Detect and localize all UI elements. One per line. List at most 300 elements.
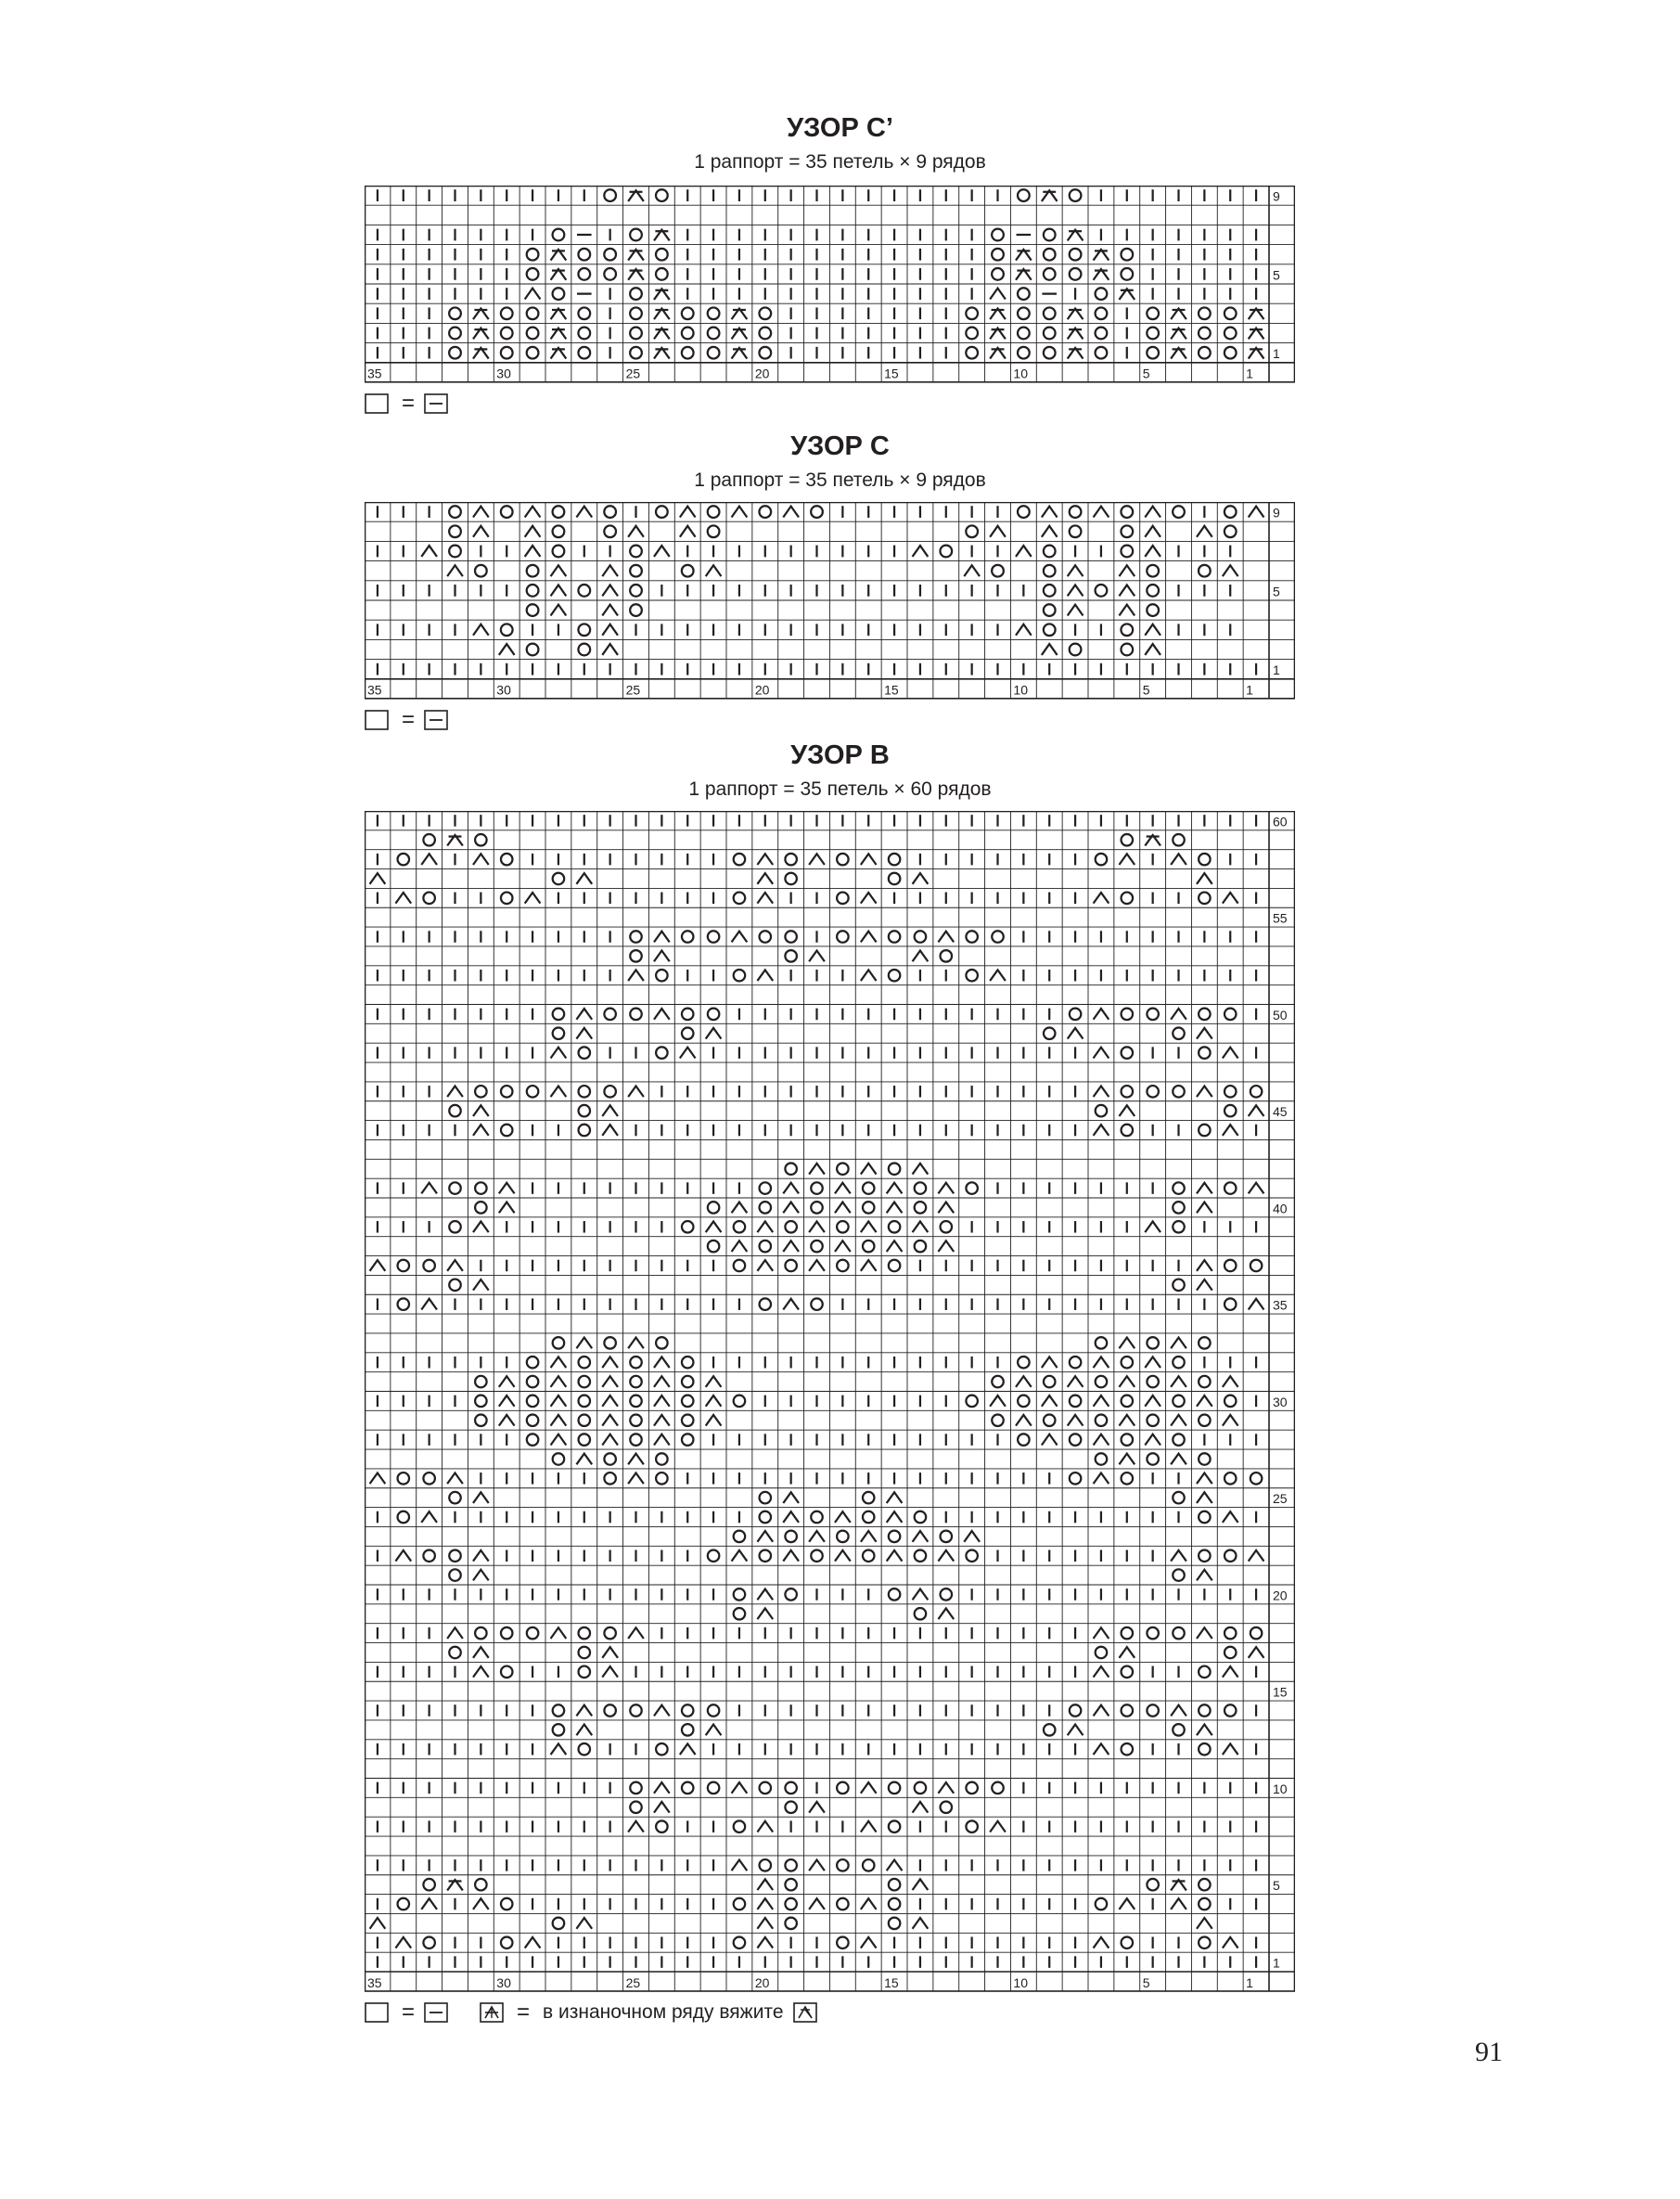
k2tog-icon: [602, 1105, 618, 1116]
yarn-over-icon: [682, 1357, 694, 1369]
legend-pattern-c-prime: [365, 392, 455, 415]
k2tog-icon: [706, 1395, 722, 1407]
k2tog-icon: [1145, 507, 1161, 518]
k2tog-icon: [602, 1647, 618, 1658]
k2tog-icon: [1042, 1357, 1058, 1368]
yarn-over-icon: [734, 1820, 746, 1832]
yarn-over-icon: [863, 1202, 875, 1214]
yarn-over-icon: [630, 1802, 642, 1814]
k2tog-icon: [757, 1821, 773, 1832]
yarn-over-icon: [527, 1376, 539, 1388]
k2tog-icon: [473, 1105, 489, 1116]
yarn-over-icon: [889, 1531, 901, 1543]
yarn-over-icon: [1044, 229, 1056, 241]
yarn-over-icon: [1199, 1511, 1211, 1524]
yarn-over-icon: [501, 1125, 513, 1137]
row-number-label: 15: [1273, 1684, 1288, 1700]
k2tog-icon: [938, 1608, 954, 1619]
k2tog-icon: [628, 1338, 644, 1349]
decrease-icon: [473, 348, 489, 359]
yarn-over-icon: [785, 1879, 797, 1891]
k2tog-icon: [1094, 1627, 1109, 1639]
k2tog-icon: [1197, 1028, 1212, 1039]
k2tog-icon: [654, 1009, 670, 1020]
row-number-label: 1: [1273, 1955, 1280, 1971]
k2tog-icon: [990, 1821, 1006, 1832]
k2tog-icon: [1197, 873, 1212, 884]
row-number-label: 1: [1272, 662, 1280, 678]
yarn-over-icon: [475, 565, 487, 577]
k2tog-icon: [1068, 1415, 1084, 1426]
yarn-over-icon: [992, 931, 1004, 943]
k2tog-icon: [1119, 1647, 1135, 1658]
yarn-over-icon: [1199, 1337, 1211, 1349]
k2tog-icon: [913, 951, 929, 962]
yarn-over-icon: [1122, 1627, 1134, 1640]
yarn-over-icon: [553, 288, 565, 300]
yarn-over-icon: [604, 506, 616, 518]
column-number-label: 30: [496, 682, 511, 698]
k2tog-icon: [913, 1879, 929, 1890]
k2tog-icon: [1068, 565, 1084, 576]
k2tog-icon: [938, 1183, 954, 1194]
yarn-over-icon: [837, 931, 849, 943]
k2tog-icon: [861, 1260, 877, 1271]
yarn-over-icon: [708, 1782, 720, 1794]
k2tog-icon: [1042, 1395, 1058, 1407]
legend-equals: =: [402, 391, 416, 416]
decrease-icon: [1171, 328, 1186, 340]
k2tog-icon: [525, 289, 541, 300]
column-number-label: 15: [884, 1974, 899, 1990]
k2tog-icon: [551, 1627, 567, 1639]
yarn-over-icon: [1044, 1724, 1056, 1736]
k2tog-icon: [370, 873, 386, 884]
k2tog-icon: [887, 1241, 903, 1252]
yarn-over-icon: [630, 1704, 642, 1717]
yarn-over-icon: [1199, 1936, 1211, 1948]
purl-symbol-icon: [424, 710, 448, 730]
empty-cell-icon: [365, 393, 389, 414]
k2tog-icon: [628, 1086, 644, 1097]
yarn-over-icon: [941, 950, 953, 962]
yarn-over-icon: [941, 1531, 953, 1543]
k2tog-icon: [887, 1202, 903, 1214]
yarn-over-icon: [837, 1260, 849, 1272]
yarn-over-icon: [863, 1241, 875, 1253]
yarn-over-icon: [579, 1415, 591, 1427]
column-number-label: 35: [367, 1974, 382, 1990]
yarn-over-icon: [1225, 347, 1237, 359]
yarn-over-icon: [398, 1298, 410, 1310]
yarn-over-icon: [837, 1221, 849, 1233]
yarn-over-icon: [889, 873, 901, 885]
k2tog-icon: [473, 1898, 489, 1910]
yarn-over-icon: [553, 873, 565, 885]
k2tog-icon: [1119, 565, 1135, 576]
yarn-over-icon: [682, 1415, 694, 1427]
yarn-over-icon: [527, 585, 539, 597]
k2tog-icon: [757, 1260, 773, 1271]
yarn-over-icon: [1070, 1472, 1082, 1485]
yarn-over-icon: [1122, 1743, 1134, 1755]
column-number-label: 1: [1246, 366, 1253, 381]
decrease-icon: [551, 269, 567, 280]
decrease-icon: [473, 328, 489, 340]
row-number-label: 35: [1273, 1297, 1288, 1313]
yarn-over-icon: [1147, 565, 1159, 577]
k2tog-icon: [1119, 1454, 1135, 1465]
yarn-over-icon: [1122, 1666, 1134, 1678]
k2tog-icon: [602, 624, 618, 636]
yarn-over-icon: [708, 347, 720, 359]
k2tog-icon: [1171, 1376, 1186, 1387]
row-number-label: 5: [1272, 267, 1280, 283]
yarn-over-icon: [501, 1627, 513, 1640]
k2tog-icon: [1094, 1705, 1109, 1717]
yarn-over-icon: [1147, 307, 1159, 319]
yarn-over-icon: [1199, 1704, 1211, 1717]
yarn-over-icon: [475, 1627, 487, 1640]
k2tog-icon: [1197, 1472, 1212, 1484]
k2tog-icon: [1094, 507, 1109, 518]
k2tog-icon: [1223, 1415, 1238, 1426]
yarn-over-icon: [1250, 1627, 1263, 1640]
yarn-over-icon: [1096, 585, 1108, 597]
k2tog-icon: [861, 893, 877, 904]
yarn-over-icon: [501, 328, 513, 340]
k2tog-icon: [1119, 1105, 1135, 1116]
yarn-over-icon: [863, 1859, 875, 1871]
column-number-label: 30: [496, 1974, 511, 1990]
yarn-over-icon: [1044, 565, 1056, 577]
row-number-label: 1: [1272, 346, 1280, 362]
yarn-over-icon: [785, 931, 797, 943]
k2tog-icon: [964, 565, 980, 576]
k2tog-icon: [757, 1608, 773, 1619]
decrease-icon: [551, 328, 567, 340]
k2tog-icon: [861, 932, 877, 943]
k2tog-icon: [783, 1299, 799, 1310]
yarn-over-icon: [734, 893, 746, 905]
yarn-over-icon: [915, 931, 927, 943]
k2tog-icon: [602, 605, 618, 616]
yarn-over-icon: [578, 328, 590, 340]
k2tog-icon: [525, 526, 541, 537]
yarn-over-icon: [992, 1376, 1004, 1388]
yarn-over-icon: [1070, 1704, 1082, 1717]
yarn-over-icon: [1070, 644, 1082, 656]
k2tog-icon: [421, 1511, 437, 1523]
yarn-over-icon: [501, 1086, 513, 1098]
yarn-over-icon: [1173, 506, 1185, 518]
k2tog-icon: [395, 1550, 411, 1562]
yarn-over-icon: [966, 1395, 978, 1408]
yarn-over-icon: [1147, 1376, 1159, 1388]
decrease-icon: [473, 308, 489, 319]
decrease-icon: [1068, 308, 1084, 319]
column-number-label: 35: [367, 682, 382, 698]
yarn-over-icon: [1225, 1260, 1237, 1272]
k2tog-icon: [990, 970, 1006, 981]
k2tog-icon: [525, 1937, 541, 1948]
yarn-over-icon: [759, 506, 771, 518]
yarn-over-icon: [1173, 1492, 1185, 1504]
decrease-icon: [732, 308, 748, 319]
yarn-over-icon: [863, 1182, 875, 1194]
yarn-over-icon: [578, 347, 590, 359]
decrease-icon: [1068, 328, 1084, 340]
yarn-over-icon: [1018, 328, 1030, 340]
k2tog-icon: [551, 1086, 567, 1097]
k2tog-icon: [551, 1395, 567, 1407]
yarn-over-icon: [708, 1704, 720, 1717]
k2tog-icon: [654, 951, 670, 962]
k2tog-icon: [809, 1859, 825, 1871]
yarn-over-icon: [785, 1802, 797, 1814]
yarn-over-icon: [1122, 1086, 1134, 1098]
yarn-over-icon: [1199, 1376, 1211, 1388]
yarn-over-icon: [449, 1647, 461, 1659]
yarn-over-icon: [708, 328, 720, 340]
yarn-over-icon: [630, 931, 642, 943]
yarn-over-icon: [1199, 1550, 1211, 1562]
k2tog-icon: [861, 1531, 877, 1542]
yarn-over-icon: [941, 1221, 953, 1233]
k2tog-icon: [1119, 605, 1135, 616]
k2tog-icon: [887, 1492, 903, 1503]
yarn-over-icon: [1122, 1395, 1134, 1408]
decrease-icon: [990, 348, 1006, 359]
k2tog-icon: [1197, 1260, 1212, 1271]
k2tog-icon: [809, 1802, 825, 1813]
yarn-over-icon: [759, 307, 771, 319]
k2tog-icon: [1042, 1434, 1058, 1446]
k2tog-icon: [1197, 1627, 1212, 1639]
k2tog-icon: [654, 1415, 670, 1426]
k2tog-icon: [1016, 624, 1032, 636]
k2tog-icon: [1042, 526, 1058, 537]
yarn-over-icon: [1225, 506, 1237, 518]
k2tog-icon: [732, 507, 748, 518]
yarn-over-icon: [1044, 1376, 1056, 1388]
yarn-over-icon: [966, 1550, 978, 1562]
k2tog-icon: [680, 1048, 696, 1059]
yarn-over-icon: [708, 931, 720, 943]
yarn-over-icon: [760, 1241, 772, 1253]
yarn-over-icon: [656, 1820, 668, 1832]
yarn-over-icon: [630, 1434, 642, 1446]
k2tog-icon: [1171, 1338, 1186, 1349]
k2tog-icon: [913, 1918, 929, 1929]
yarn-over-icon: [992, 1782, 1004, 1794]
chart-pattern-c: [365, 502, 1295, 700]
k2tog-icon: [602, 585, 618, 596]
k2tog-icon: [783, 1492, 799, 1503]
yarn-over-icon: [1199, 1047, 1211, 1059]
k2tog-icon: [1119, 854, 1135, 865]
yarn-over-icon: [1018, 1434, 1030, 1446]
yarn-over-icon: [656, 1743, 668, 1755]
k2tog-icon: [525, 893, 541, 904]
yarn-over-icon: [708, 307, 720, 319]
yarn-over-icon: [1122, 893, 1134, 905]
yarn-over-icon: [889, 970, 901, 982]
k2tog-icon: [1119, 1898, 1135, 1910]
yarn-over-icon: [915, 1608, 927, 1620]
k2tog-icon: [1145, 1357, 1161, 1368]
yarn-over-icon: [1173, 1627, 1185, 1640]
chart-grid-svg: [365, 811, 1295, 1992]
yarn-over-icon: [604, 1086, 616, 1098]
yarn-over-icon: [1070, 1357, 1082, 1369]
yarn-over-icon: [1147, 604, 1159, 616]
yarn-over-icon: [760, 1511, 772, 1524]
yarn-over-icon: [734, 1588, 746, 1601]
yarn-over-icon: [785, 1588, 797, 1601]
yarn-over-icon: [1225, 525, 1237, 537]
k2tog-icon: [809, 1898, 825, 1910]
k2tog-icon: [938, 932, 954, 943]
k2tog-icon: [602, 565, 618, 576]
yarn-over-icon: [449, 307, 461, 319]
decrease-icon: [628, 250, 644, 261]
decrease-icon: [1094, 269, 1109, 280]
yarn-over-icon: [1225, 1009, 1237, 1021]
decrease-icon: [654, 348, 670, 359]
yarn-over-icon: [475, 1395, 487, 1408]
k2tog-icon: [1094, 893, 1109, 904]
yarn-over-icon: [811, 1550, 823, 1562]
yarn-over-icon: [760, 1202, 772, 1214]
k2tog-icon: [757, 1221, 773, 1232]
decrease-icon: [990, 308, 1006, 319]
yarn-over-icon: [682, 307, 694, 319]
k2tog-icon: [1145, 1395, 1161, 1407]
yarn-over-icon: [889, 1163, 901, 1175]
k2tog-icon: [1223, 893, 1238, 904]
k2tog-icon: [447, 1627, 463, 1639]
k2tog-icon: [602, 1395, 618, 1407]
k2tog-icon: [447, 1472, 463, 1484]
yarn-over-icon: [656, 1453, 668, 1465]
k2tog-icon: [1094, 1937, 1109, 1948]
yarn-over-icon: [734, 1531, 746, 1543]
k2tog-icon: [1094, 1472, 1109, 1484]
yarn-over-icon: [682, 347, 694, 359]
yarn-over-icon: [1199, 328, 1211, 340]
yarn-over-icon: [889, 1782, 901, 1794]
yarn-over-icon: [1044, 347, 1056, 359]
yarn-over-icon: [966, 931, 978, 943]
empty-cell-icon: [365, 710, 389, 730]
yarn-over-icon: [708, 1550, 720, 1562]
k2tog-icon: [499, 1415, 515, 1426]
column-number-label: 35: [367, 366, 382, 381]
yarn-over-icon: [501, 506, 513, 518]
column-number-label: 10: [1013, 366, 1028, 381]
yarn-over-icon: [527, 1086, 539, 1098]
yarn-over-icon: [1070, 268, 1082, 280]
column-number-label: 15: [884, 366, 899, 381]
legend-equals: =: [402, 2000, 416, 2025]
k2tog-icon: [421, 1898, 437, 1910]
k2tog-icon: [1197, 1492, 1212, 1503]
decrease-icon: [1145, 835, 1161, 845]
k2tog-icon: [499, 644, 515, 655]
yarn-over-icon: [1070, 506, 1082, 518]
yarn-over-icon: [475, 1376, 487, 1388]
yarn-over-icon: [527, 328, 539, 340]
yarn-over-icon: [682, 1028, 694, 1040]
yarn-over-icon: [837, 893, 849, 905]
k2tog-icon: [421, 854, 437, 865]
k2tog-icon: [1197, 1280, 1212, 1291]
yarn-over-icon: [423, 1260, 435, 1272]
k2tog-icon: [1094, 1048, 1109, 1059]
k2tog-icon: [1249, 1647, 1264, 1658]
yarn-over-icon: [449, 328, 461, 340]
yarn-over-icon: [630, 1395, 642, 1408]
k2tog-icon: [1068, 585, 1084, 596]
yarn-over-icon: [1096, 1647, 1108, 1659]
yarn-over-icon: [992, 229, 1004, 241]
yarn-over-icon: [785, 1531, 797, 1543]
yarn-over-icon: [1096, 1415, 1108, 1427]
k2tog-icon: [473, 1125, 489, 1136]
yarn-over-icon: [553, 1704, 565, 1717]
k2tog-icon: [809, 1260, 825, 1271]
k2tog-icon: [757, 1918, 773, 1929]
k2tog-icon: [551, 1743, 567, 1755]
k2tog-icon: [809, 854, 825, 865]
yarn-over-icon: [630, 1357, 642, 1369]
yarn-over-icon: [1122, 1357, 1134, 1369]
yarn-over-icon: [1096, 288, 1108, 300]
yarn-over-icon: [1199, 1743, 1211, 1755]
k2tog-icon: [473, 854, 489, 865]
yarn-over-icon: [915, 1182, 927, 1194]
yarn-over-icon: [475, 1415, 487, 1427]
yarn-over-icon: [630, 585, 642, 597]
k2tog-icon: [551, 605, 567, 616]
yarn-over-icon: [604, 525, 616, 537]
special-decrease-icon: [480, 2002, 504, 2023]
yarn-over-icon: [682, 328, 694, 340]
k2tog-icon: [1119, 1338, 1135, 1349]
yarn-over-icon: [708, 1202, 720, 1214]
yarn-over-icon: [604, 1704, 616, 1717]
yarn-over-icon: [1147, 1337, 1159, 1349]
k2tog-icon: [602, 1415, 618, 1426]
k2tog-icon: [473, 624, 489, 636]
yarn-over-icon: [1122, 1704, 1134, 1717]
yarn-over-icon: [863, 1550, 875, 1562]
k2tog-icon: [1171, 1550, 1186, 1562]
yarn-over-icon: [785, 1782, 797, 1794]
k2tog-icon: [732, 1782, 748, 1794]
k2tog-icon: [576, 1028, 592, 1039]
decrease-icon: [654, 328, 670, 340]
yarn-over-icon: [1173, 1028, 1185, 1040]
row-number-label: 55: [1273, 910, 1288, 926]
decrease-icon: [990, 328, 1006, 340]
column-number-label: 10: [1013, 682, 1028, 698]
yarn-over-icon: [475, 834, 487, 846]
yarn-over-icon: [1225, 1395, 1237, 1408]
yarn-over-icon: [1225, 1086, 1237, 1098]
yarn-over-icon: [579, 1647, 591, 1659]
